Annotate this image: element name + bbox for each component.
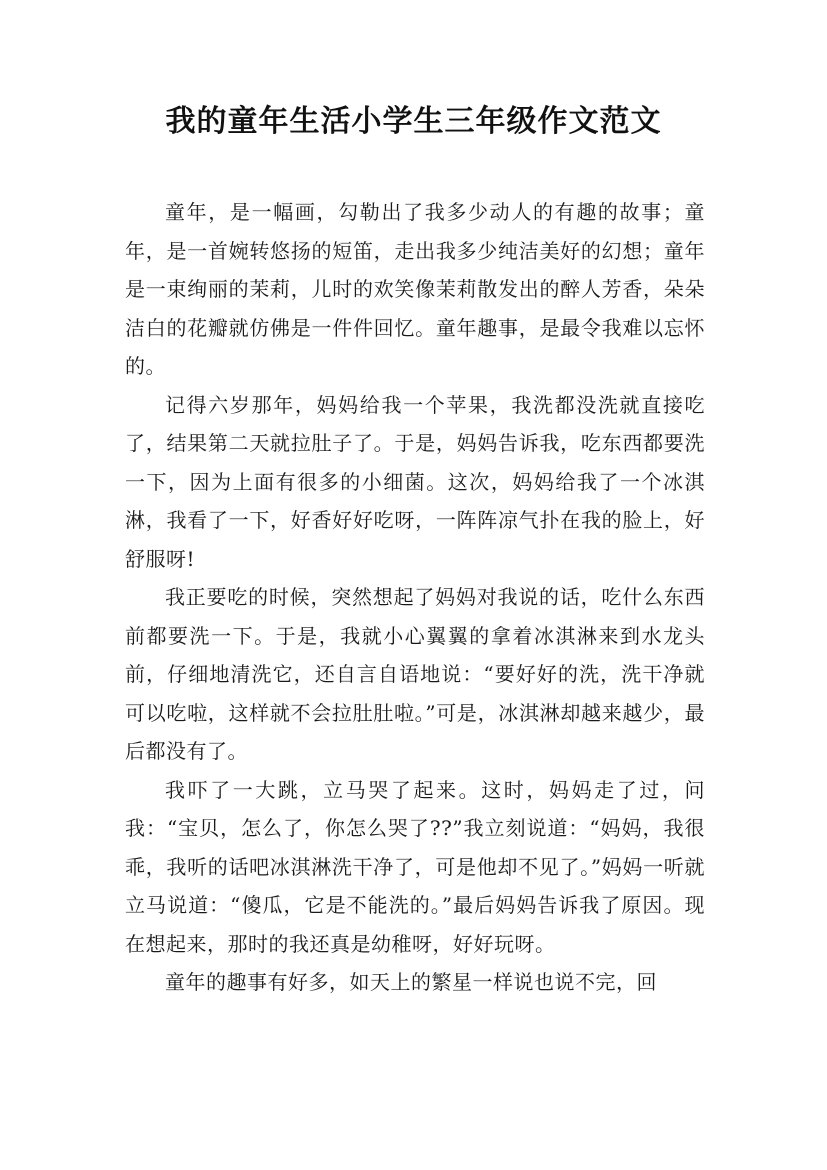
paragraph-1: 童年，是一幅画，勾勒出了我多少动人的有趣的故事；童年，是一首婉转悠扬的短笛，走出我多少纯洁美好的幻想；童年是一束绚丽的茉莉，儿时的欢笑像茉莉散发出的醉人芳香，朵朵洁白的花瓣就仿佛是一件件回忆。童年趣事，是最令我难以忘怀的。 [125, 200, 705, 378]
document-body [125, 193, 705, 1002]
paragraph-5: 童年的趣事有好多，如天上的繁星一样说也说不完，回 [165, 970, 657, 994]
paragraph-3: 我正要吃的时候，突然想起了妈妈对我说的话，吃什么东西前都要洗一下。于是，我就小心翼翼的拿着冰淇淋来到水龙头前，仔细地清洗它，还自言自语地说：“要好好的洗，洗干净就可以吃啦，这样就不会拉肚肚啦。”可是，冰淇淋却越来越少，最后都没有了。 [125, 585, 705, 763]
document-title: 我的童年生活小学生三年级作文范文 [165, 104, 662, 139]
paragraph-4: 我吓了一大跳，立马哭了起来。这时，妈妈走了过，问我：“宝贝，怎么了，你怎么哭了??”我立刻说道：“妈妈，我很乖，我听的话吧冰淇淋洗干净了，可是他却不见了。”妈妈一听就立马说道：“傻瓜，它是不能洗的。”最后妈妈告诉我了原因。现在想起来，那时的我还真是幼稚呀，好好玩呀。 [125, 777, 705, 956]
paragraph-2: 记得六岁那年，妈妈给我一个苹果，我洗都没洗就直接吃了，结果第二天就拉肚子了。于是，妈妈告诉我，吃东西都要洗一下，因为上面有很多的小细菌。这次，妈妈给我了一个冰淇淋，我看了一下，好香好好吃呀，一阵阵凉气扑在我的脸上，好舒服呀! [125, 392, 705, 571]
